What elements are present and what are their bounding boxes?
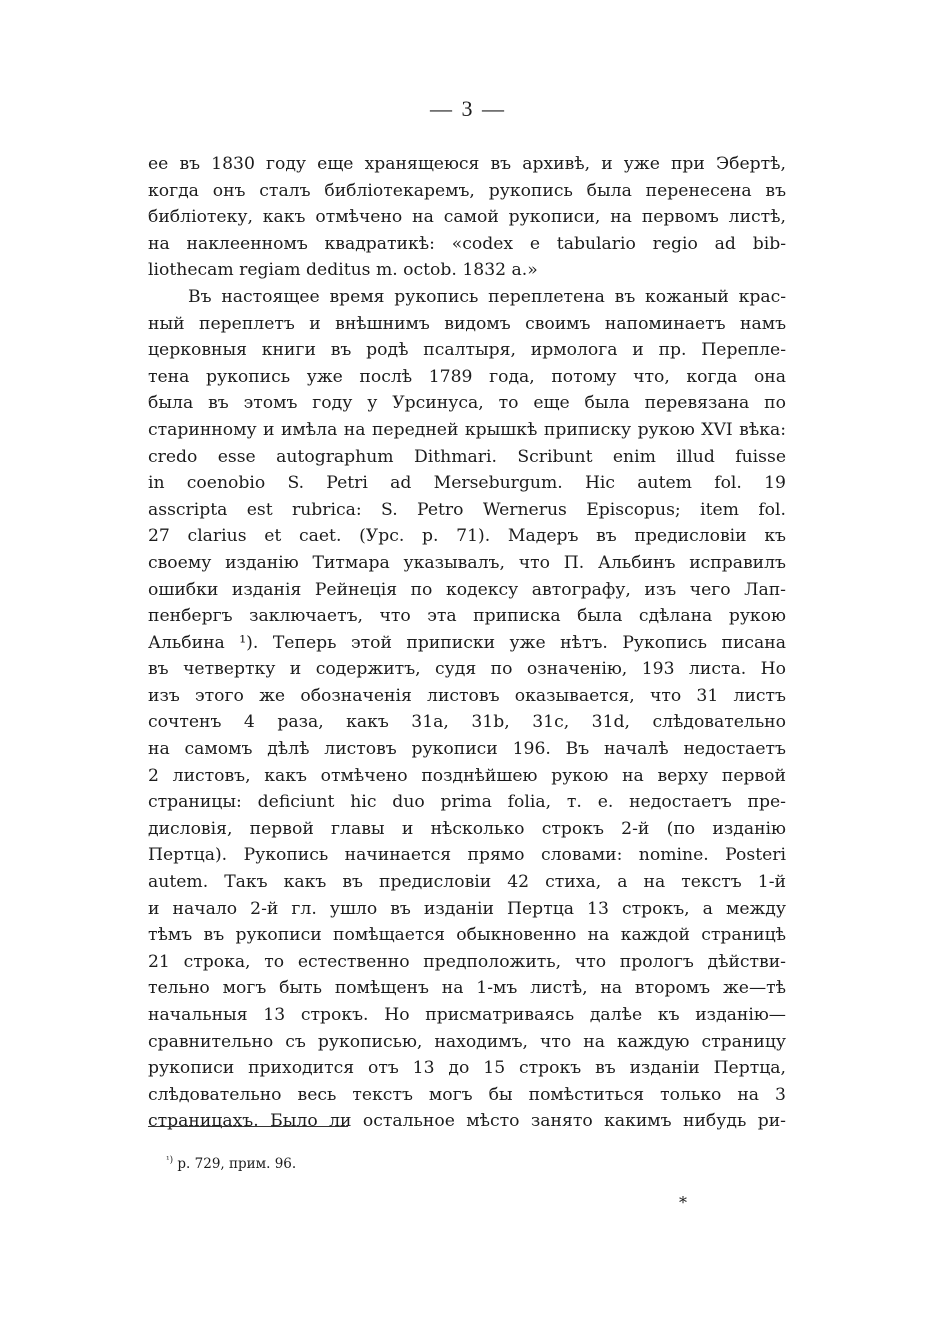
footnote <box>166 1155 296 1173</box>
text-line: Въ настоящее время рукопись переплетена въ кожаный крас- <box>188 286 786 307</box>
text-line: credo esse autographum Dithmari. Scribunt enim illud fuisse <box>148 446 786 467</box>
text-line: рукописи приходится отъ 13 до 15 строкъ въ изданіи Пертца, <box>148 1058 786 1079</box>
text-line: asscripta est rubrica: S. Petro Wernerus Episcopus; item fol. <box>148 499 786 520</box>
text-line: библіотеку, какъ отмѣчено на самой рукописи, на первомъ листѣ, <box>148 207 786 228</box>
text-line: церковныя книги въ родѣ псалтыря, ирмолога и пр. Перепле- <box>148 340 786 361</box>
text-line: Пертца). Рукопись начинается прямо словами: nomine. Posteri <box>148 845 786 866</box>
text-line: дисловія, первой главы и нѣсколько строкъ 2-й (по изданію <box>148 818 786 839</box>
text-line: начальныя 13 строкъ. Но присматриваясь далѣе къ изданію— <box>148 1005 786 1025</box>
text-line: слѣдовательно весь текстъ могъ бы помѣститься только на 3 <box>148 1084 786 1105</box>
main-text <box>148 151 786 1135</box>
text-line: Альбина ¹). Теперь этой приписки уже нѣтъ. Рукопись писана <box>148 632 786 653</box>
text-line: своему изданію Титмара указывалъ, что П. Альбинъ исправилъ <box>148 552 786 573</box>
text-line: тельно могъ быть помѣщенъ на 1-мъ листѣ, на второмъ же—тѣ <box>148 978 786 999</box>
text-line: старинному и имѣла на передней крышкѣ приписку рукою XVI вѣка: <box>148 419 786 440</box>
text-line: была въ этомъ году у Урсинуса, то еще была перевязана по <box>148 393 786 414</box>
text-line: liothecam regiam deditus m. octob. 1832 a.» <box>148 260 538 281</box>
text-line: страницахъ. Было ли остальное мѣсто занято какимъ нибудь ри- <box>148 1111 786 1132</box>
text-line: 2 листовъ, какъ отмѣчено позднѣйшею рукою на верху первой <box>148 765 786 786</box>
text-line: ее въ 1830 году еще хранящеюся въ архивѣ, и уже при Эбертѣ, <box>148 154 786 174</box>
text-line: тѣмъ въ рукописи помѣщается обыкновенно на каждой страницѣ <box>148 925 786 946</box>
footnote-divider <box>148 1126 348 1127</box>
footnote-marker: ¹) <box>166 1155 174 1166</box>
text-line: на наклеенномъ квадратикѣ: «codex e tabulario regio ad bib- <box>148 233 786 254</box>
paragraph-1 <box>148 151 786 284</box>
text-line: пенбергъ заключаетъ, что эта приписка была сдѣлана рукою <box>148 606 786 627</box>
text-line: на самомъ дѣлѣ листовъ рукописи 196. Въ началѣ недостаетъ <box>148 739 786 760</box>
text-line: страницы: deficiunt hic duo prima folia, т. е. недостаетъ пре- <box>148 792 786 813</box>
text-line: тена рукопись уже послѣ 1789 года, потому что, когда она <box>148 366 786 387</box>
text-line: ошибки изданія Рейнеція по кодексу автографу, изъ чего Лап- <box>148 579 786 600</box>
signature-mark: * <box>679 1193 687 1212</box>
text-line: in coenobio S. Petri ad Merseburgum. Hic autem fol. 19 <box>148 473 786 494</box>
text-line: и начало 2-й гл. ушло въ изданіи Пертца 13 строкъ, а между <box>148 898 786 919</box>
footnote-text: p. 729, прим. 96. <box>173 1156 297 1172</box>
text-line: изъ этого же обозначенія листовъ оказывается, что 31 листъ <box>148 685 786 706</box>
page-number: — 3 — <box>430 96 506 121</box>
text-line: 21 строка, то естественно предположить, что прологъ дѣйстви- <box>148 951 786 972</box>
text-line: autem. Такъ какъ въ предисловіи 42 стиха, а на текстъ 1-й <box>148 872 786 893</box>
text-line: когда онъ сталъ библіотекаремъ, рукопись была перенесена въ <box>148 180 786 201</box>
paragraph-2 <box>148 284 786 1135</box>
text-line: сравнительно съ рукописью, находимъ, что на каждую страницу <box>148 1031 786 1052</box>
text-line: въ четвертку и содержитъ, судя по означенію, 193 листа. Но <box>148 659 786 680</box>
text-line: сочтенъ 4 раза, какъ 31a, 31b, 31c, 31d, слѣдовательно <box>148 712 786 733</box>
text-line: 27 clarius et caet. (Урс. p. 71). Мадеръ въ предисловіи къ <box>148 526 786 547</box>
text-line: ный переплетъ и внѣшнимъ видомъ своимъ напоминаетъ намъ <box>148 313 786 334</box>
